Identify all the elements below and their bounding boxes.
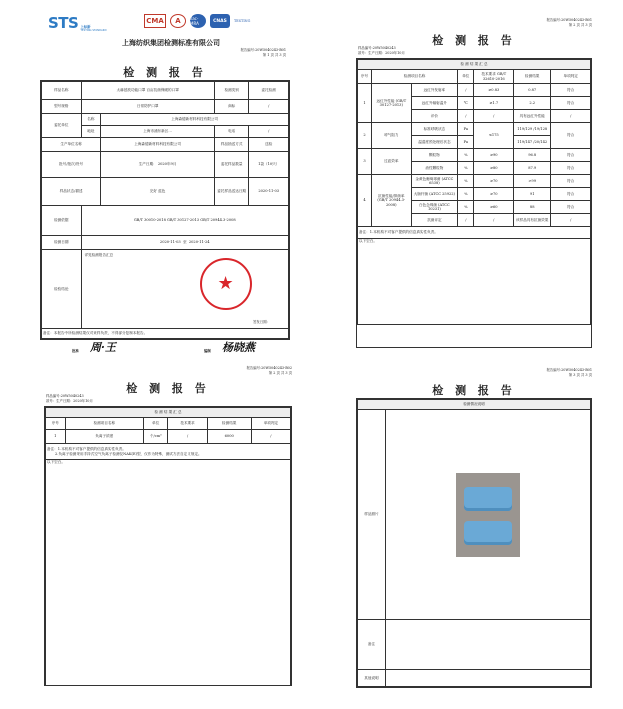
summary-title: 检 测 结 果 汇 总 — [46, 408, 291, 418]
row-item: 远红外辐射温升 — [411, 97, 458, 110]
reviewer-signature: 杨晓燕 — [222, 341, 255, 354]
client-label: 委托单位 — [42, 114, 82, 138]
row-result: 6000 — [207, 430, 251, 444]
row-no: 2 — [358, 123, 372, 149]
table-row — [358, 175, 591, 188]
page-number: 第 3 页 共 3 页 — [568, 373, 592, 377]
note-2: 2.负离子检测采用手持式空气负离子检测仪NAK(E)型，仅作为特殊，测试方法自定义规定。 — [55, 451, 202, 456]
remark: 备注：本报告中所检测结果仅对来样负责，不得部分复制本报告。 — [42, 329, 289, 339]
row-judge: 符合 — [551, 188, 591, 201]
brand-value: / — [249, 100, 289, 114]
ilac-mark: ilac-MRA — [190, 14, 206, 28]
note-1: 备注：1.本机构不对客户提供的信息真实性负责。 — [47, 447, 126, 452]
row-judge: 符合 — [551, 201, 591, 214]
col-req: 技术要求 — [168, 418, 207, 430]
row-req: ≤175 — [474, 123, 514, 149]
report-title: 检 测 报 告 — [432, 34, 516, 47]
row-no: 1 — [358, 84, 372, 123]
report-title: 检 测 报 告 — [126, 382, 210, 395]
col-req: 技术要求 GB/T 32610-2016 — [474, 70, 514, 84]
client-name-value: 上海森德新材料科技有限公司 — [101, 114, 289, 126]
report-number: 报告编号:20W5040243-B01 — [546, 18, 592, 22]
table-row — [46, 430, 291, 444]
sample-number: 样品编号:20W5040243 — [46, 394, 84, 398]
row-judge: / — [251, 430, 290, 444]
remark-label: 备注 — [358, 620, 386, 670]
row-unit: % — [458, 188, 474, 201]
sts-logo-en: TESTING STANDARD — [80, 29, 107, 32]
row-req: ≥0.83 — [474, 84, 514, 97]
summary-title: 检 测 结 果 汇 总 — [358, 60, 591, 70]
sampling-method-value: 送检 — [249, 138, 289, 152]
section-title: 检测情况说明 — [358, 400, 591, 410]
col-result: 检测结果 — [514, 70, 551, 84]
row-result: 96.8 — [514, 149, 551, 162]
batch-label: 批号/批次/货号 — [42, 152, 101, 178]
row-req: ≥80 — [474, 162, 514, 175]
row-result: 88 — [514, 201, 551, 214]
remark-value — [385, 620, 590, 670]
table-row — [358, 84, 591, 97]
row-no: 4 — [358, 175, 372, 227]
row-judge: 符合 — [551, 175, 591, 188]
test-date-value: 2020-11-03 至 2020-11-24 — [81, 236, 288, 250]
sample-name-label: 样品名称 — [42, 82, 82, 100]
sample-name-value: 太赫兹波功能口罩 百亩抗菌保暖的口罩 — [81, 82, 214, 100]
row-req: ≥1.7 — [474, 97, 514, 110]
table-row — [358, 123, 591, 136]
production-info: 款号：生产日期：2020年10月 — [46, 399, 93, 403]
photo-cell — [385, 410, 590, 620]
row-judge: 符合 — [551, 97, 591, 110]
maker-label: 生产单位名称 — [42, 138, 101, 152]
row-unit: % — [458, 175, 474, 188]
results-note: 备注：1.本机构不对客户提供的信息真实性负责。 — [358, 227, 591, 239]
phone-label: 电话 — [214, 126, 249, 138]
col-item: 检测项目名称 — [65, 418, 143, 430]
row-unit: / — [458, 84, 474, 97]
row-judge: / — [551, 214, 591, 227]
page-number: 第 1 页 共 3 页 — [262, 53, 286, 57]
other-label: 其他说明 — [358, 670, 386, 687]
row-judge: 符合 — [551, 123, 591, 149]
sts-logo — [48, 14, 107, 32]
notes-cell — [46, 444, 291, 460]
row-judge: / — [551, 110, 591, 123]
test-category-label: 检测类别 — [214, 82, 249, 100]
photo-table — [356, 398, 592, 688]
report-title: 检 测 报 告 — [432, 384, 516, 397]
testing-mark: TESTING — [234, 18, 251, 23]
conclusion-label: 检验结论 — [42, 250, 82, 329]
page-number: 第 2 页 共 3 页 — [568, 23, 592, 27]
row-item: 标准呼吸状态 — [411, 123, 458, 136]
row-judge: 符合 — [551, 149, 591, 162]
row-unit: ℃ — [458, 97, 474, 110]
client-address-label: 地址 — [81, 126, 101, 138]
row-unit: 个/cm³ — [143, 430, 168, 444]
col-judge: 单项判定 — [551, 70, 591, 84]
col-no: 序号 — [358, 70, 372, 84]
col-unit: 单位 — [458, 70, 474, 84]
official-seal-stamp: ★ — [200, 258, 252, 310]
row-result: 87.9 — [514, 162, 551, 175]
row-req: / — [474, 110, 514, 123]
col-result: 检测结果 — [207, 418, 251, 430]
phone-value: / — [249, 126, 289, 138]
cnas-mark: CNAS — [210, 14, 230, 28]
row-item: 抗菌评定 — [411, 214, 458, 227]
row-item: 负离子浓度 — [65, 430, 143, 444]
row-unit: / — [458, 110, 474, 123]
row-item: 颗粒物 — [411, 149, 458, 162]
row-unit: % — [458, 162, 474, 175]
row-item: 白色念珠菌 (ATCC 10231) — [411, 201, 458, 214]
row-judge: 符合 — [551, 162, 591, 175]
other-value — [385, 670, 590, 687]
row-result: 91 — [514, 188, 551, 201]
row-result: 具有远红外性能 — [514, 110, 551, 123]
basis-value: GB/T 30010-2018 GB/T 30127-2013 GB/T 20944.3-2008 — [81, 206, 288, 236]
company-name: 上海纺织集团检测标准有限公司 — [122, 39, 220, 47]
cma-mark: CMA — [144, 14, 166, 28]
row-unit: / — [458, 214, 474, 227]
conclusion-cell — [81, 250, 288, 329]
model-value: 日常防护口罩 — [81, 100, 214, 114]
row-item: 评价 — [411, 110, 458, 123]
row-unit: % — [458, 201, 474, 214]
reviewer-label: 编制 — [204, 349, 211, 353]
state-label: 样品状态/描述 — [42, 178, 101, 206]
row-no: 3 — [358, 149, 372, 175]
test-category-value: 委托检测 — [249, 82, 289, 100]
row-unit: Pa — [458, 123, 474, 136]
report-page-ions — [42, 364, 294, 688]
row-req: ≥70 — [474, 175, 514, 188]
blank-note: 以下空白。 — [358, 239, 591, 325]
maker-value: 上海森德新材料科技有限公司 — [101, 138, 215, 152]
col-unit: 单位 — [143, 418, 168, 430]
sample-photo-image — [456, 473, 520, 557]
production-info: 款号：生产日期：2020年10月 — [358, 51, 405, 55]
row-result: 0.87 — [514, 84, 551, 97]
report-page-photo — [354, 366, 594, 690]
approve-label: 批准 — [72, 349, 79, 353]
sampling-method-label: 样品抽送方式 — [214, 138, 249, 152]
row-result: 119/147 /20/142 — [514, 136, 551, 149]
col-no: 序号 — [46, 418, 66, 430]
blank-note: 以下空白。 — [46, 460, 291, 686]
row-item: 油性颗粒物 — [411, 162, 458, 175]
row-req: / — [474, 214, 514, 227]
row-unit: Pa — [458, 136, 474, 149]
row-item: 远红外发射率 — [411, 84, 458, 97]
sts-logo-cn: 上标新 — [80, 24, 91, 29]
row-result: 2.2 — [514, 97, 551, 110]
row-req: ≥70 — [474, 188, 514, 201]
basis-label: 检测依据 — [42, 206, 82, 236]
ions-table — [44, 406, 292, 686]
report-number: 报告编号:20W5040243-B01 — [240, 48, 286, 52]
info-table — [40, 80, 290, 340]
model-label: 型号规格 — [42, 100, 82, 114]
report-title: 检 测 报 告 — [123, 66, 207, 79]
report-page-results — [354, 16, 594, 354]
report-page-1 — [36, 6, 294, 356]
client-name-label: 名称 — [81, 114, 101, 126]
row-group: 远红外性能 (GB/T 30127-2013) — [371, 84, 411, 123]
row-group: 抗菌性能/抑菌率 (GB/T 20944.3-2008) — [371, 175, 411, 227]
sample-qty-value: 1袋（10只） — [249, 152, 289, 178]
photo-label: 样品照片 — [358, 410, 386, 620]
test-date-label: 检测日期 — [42, 236, 82, 250]
row-no: 1 — [46, 430, 66, 444]
state-value: 完好 蓝色 — [101, 178, 215, 206]
sample-qty-label: 委托样品数量 — [214, 152, 249, 178]
row-group: 过滤效率 — [371, 149, 411, 175]
production-date: 生产日期： 2020年9月 — [101, 152, 215, 178]
row-req: ≥60 — [474, 201, 514, 214]
client-address-value: 上海市浦东新区… — [101, 126, 215, 138]
receive-date-label: 委托样品送达日期 — [214, 178, 249, 206]
col-judge: 单项判定 — [251, 418, 290, 430]
row-item: 大肠杆菌 (ATCC 25922) — [411, 188, 458, 201]
approver-signature: 周·王 — [90, 341, 116, 354]
page-number: 第 2 页 共 3 页 — [268, 371, 292, 375]
brand-label: 商标 — [214, 100, 249, 114]
report-number: 报告编号:20W5040243-B01 — [546, 368, 592, 372]
row-result: 119/129 /19/128 — [514, 123, 551, 136]
col-item: 检测项目名称 — [371, 70, 457, 84]
sample-number: 样品编号:20W5040243 — [358, 46, 396, 50]
row-req: / — [168, 430, 207, 444]
sts-logo-text: STS — [48, 14, 79, 32]
row-req: ≥90 — [474, 149, 514, 162]
row-unit: % — [458, 149, 474, 162]
results-table — [356, 58, 592, 348]
row-result: >99 — [514, 175, 551, 188]
row-item: 温湿度预处理后状态 — [411, 136, 458, 149]
row-result: 该样品具有抗菌效果 — [514, 214, 551, 227]
row-item: 金黄色葡萄球菌 (ATCC 6538) — [411, 175, 458, 188]
table-row — [358, 149, 591, 162]
cal-mark: A — [170, 14, 186, 28]
row-judge: 符合 — [551, 84, 591, 97]
conclusion-value: 详见检测报告汇总 — [84, 253, 114, 257]
receive-date-value: 2020-11-03 — [249, 178, 289, 206]
row-group: 呼气阻力 — [371, 123, 411, 149]
sign-date-label: 签发日期： — [253, 319, 270, 324]
cert-marks — [144, 14, 250, 28]
report-number: 报告编号:20W5040243-B02 — [246, 366, 292, 370]
